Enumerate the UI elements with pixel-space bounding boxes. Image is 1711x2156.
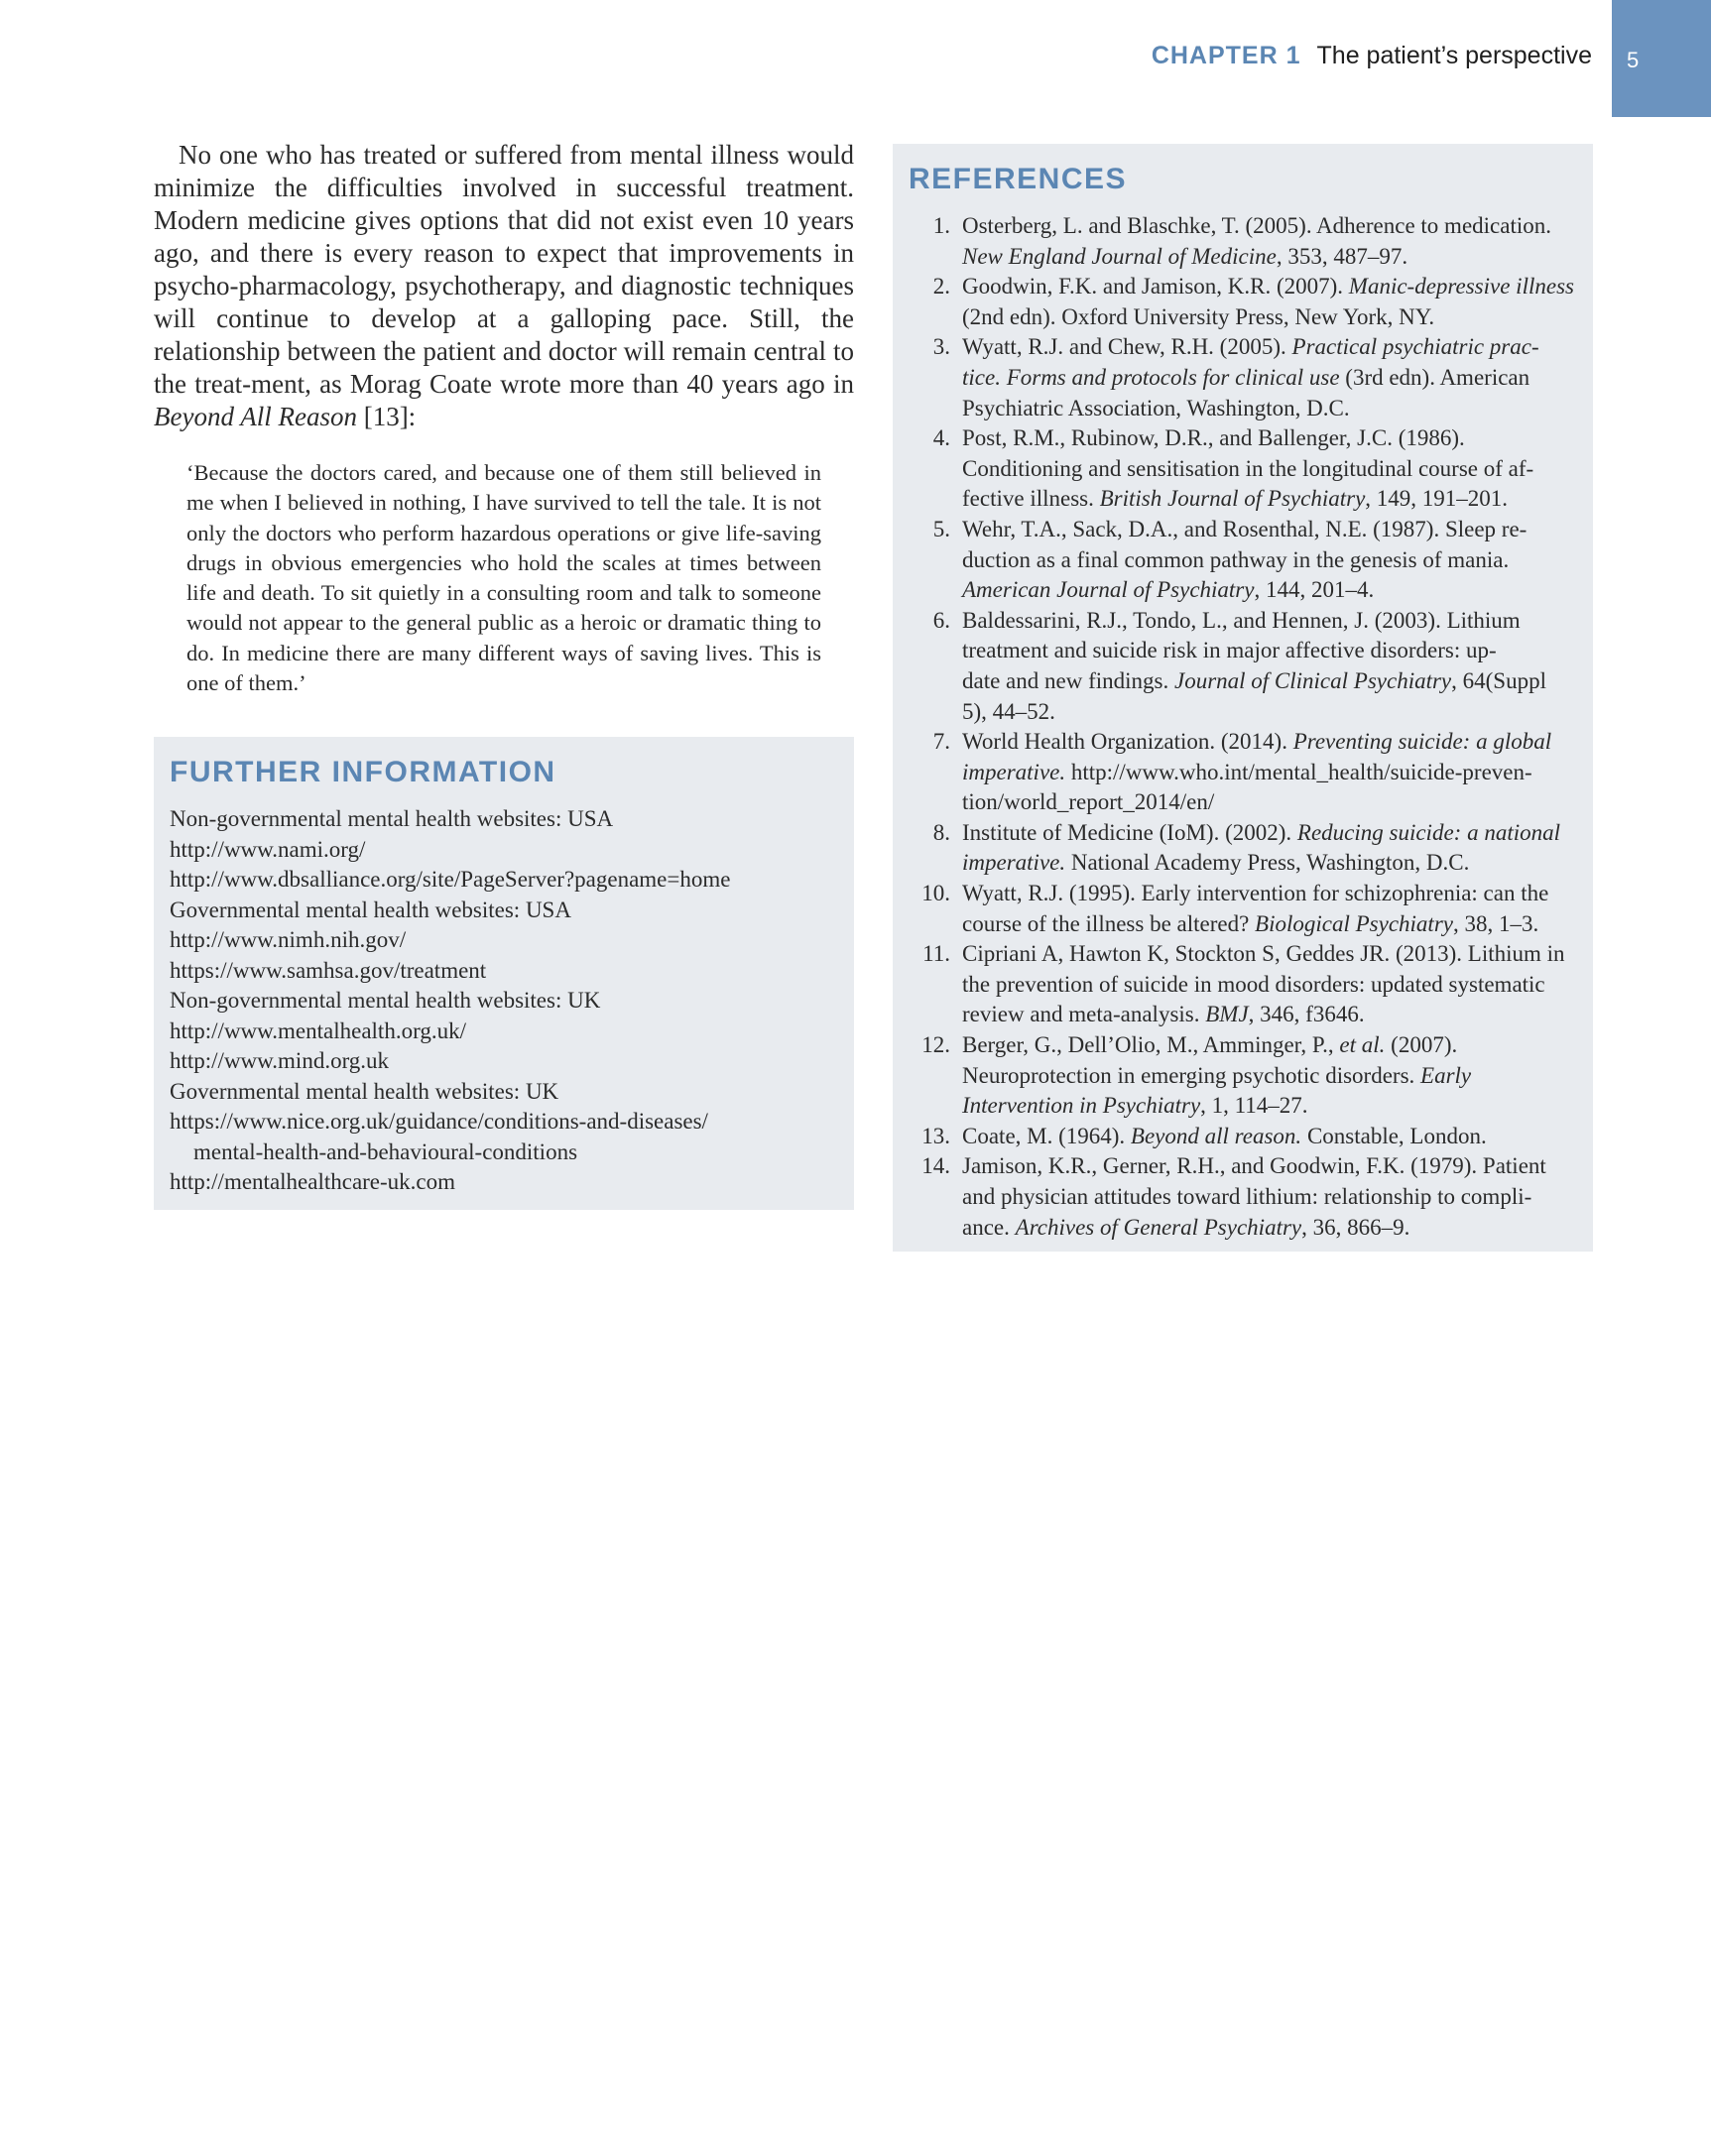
reference-item [909, 272, 1579, 332]
reference-item [909, 1030, 1579, 1122]
body-paragraph-text: No one who has treated or suffered from mental illness would minimize the difficulties involved in successful treatment. Modern medicine gives options that did not exist even 10 years ago, and there is every reason to expect that improvements in psycho-pharmacology, psychotherapy, and diagnostic techniques will continue to develop at a galloping pace. Still, the relationship between the patient and doctor will remain central to the treat-ment, as Morag Coate wrote more than 40 years ago in [154, 140, 854, 399]
reference-line: New England Journal of Medicine, 353, 487–97. [962, 243, 1408, 269]
reference-text [962, 332, 1579, 423]
reference-number: 8. [932, 819, 950, 845]
info-line: Governmental mental health websites: USA [170, 897, 571, 922]
reference-number: 7. [932, 729, 950, 755]
reference-text [962, 423, 1579, 515]
reference-number: 11. [922, 941, 950, 967]
reference-item [909, 423, 1579, 515]
reference-line: Intervention in Psychiatry, 1, 114–27. [962, 1093, 1308, 1119]
reference-line: fective illness. British Journal of Psychiatry, 149, 191–201. [962, 486, 1509, 512]
reference-line: tion/world_report_2014/en/ [962, 789, 1215, 815]
reference-text [962, 1122, 1579, 1152]
reference-line: Institute of Medicine (IoM). (2002). Reducing suicide: a national [962, 819, 1560, 845]
reference-text [962, 818, 1579, 879]
reference-number: 6. [932, 607, 950, 633]
reference-text [962, 606, 1579, 727]
info-link[interactable]: http://www.mind.org.uk [170, 1048, 390, 1073]
reference-line: course of the illness be altered? Biological Psychiatry, 38, 1–3. [962, 910, 1539, 936]
reference-item [909, 939, 1579, 1030]
reference-line: (2nd edn). Oxford University Press, New York, NY. [962, 303, 1435, 329]
info-link[interactable]: http://www.mentalhealth.org.uk/ [170, 1018, 466, 1043]
reference-text [962, 515, 1579, 606]
info-link[interactable]: https://www.nice.org.uk/guidance/conditions-and-diseases/ [170, 1109, 708, 1134]
chapter-label: CHAPTER 1 [1151, 42, 1301, 69]
block-quote: ‘Because the doctors cared, and because one of them still believed in me when I believed in nothing, I have survived to tell the tale. It is not only the doctors who perform hazardous operations or give life-saving drugs in obvious emergencies who hold the scales at times between life and death. To sit quietly in a consulting room and talk to someone would not appear to the general public as a heroic or dramatic thing to do. In medicine there are many different ways of saving lives. This is one of them.’ [186, 460, 821, 696]
running-head [1152, 42, 1592, 81]
reference-line: treatment and suicide risk in major affective disorders: up- [962, 638, 1497, 663]
reference-number: 2. [932, 274, 950, 299]
reference-line: ance. Archives of General Psychiatry, 36, 866–9. [962, 1214, 1410, 1240]
reference-item [909, 727, 1579, 818]
further-information-box [154, 737, 854, 1210]
reference-line: Goodwin, F.K. and Jamison, K.R. (2007). Manic-depressive illness [962, 274, 1574, 299]
reference-line: Neuroprotection in emerging psychotic disorders. Early [962, 1062, 1472, 1088]
reference-number: 10. [921, 881, 950, 906]
reference-item [909, 332, 1579, 423]
reference-line: Jamison, K.R., Gerner, R.H., and Goodwin, F.K. (1979). Patient [962, 1153, 1546, 1179]
reference-item [909, 515, 1579, 606]
reference-line: 5), 44–52. [962, 698, 1055, 724]
reference-line: World Health Organization. (2014). Preventing suicide: a global [962, 729, 1552, 755]
reference-text [962, 1030, 1579, 1122]
reference-number: 5. [932, 516, 950, 541]
further-information-list [170, 804, 838, 1198]
reference-item [909, 879, 1579, 939]
reference-line: Coate, M. (1964). Beyond all reason. Constable, London. [962, 1123, 1487, 1148]
page-number: 5 [1627, 48, 1640, 72]
reference-line: Cipriani A, Hawton K, Stockton S, Geddes JR. (2013). Lithium in [962, 941, 1565, 967]
reference-line: tice. Forms and protocols for clinical use (3rd edn). American [962, 364, 1530, 390]
reference-line: Berger, G., Dell’Olio, M., Amminger, P., et al. (2007). [962, 1032, 1458, 1058]
info-link[interactable]: http://www.nimh.nih.gov/ [170, 927, 407, 952]
reference-number: 3. [932, 334, 950, 360]
info-link[interactable]: https://www.samhsa.gov/treatment [170, 957, 487, 983]
reference-number: 1. [932, 213, 950, 238]
reference-item [909, 1151, 1579, 1243]
info-line: Governmental mental health websites: UK [170, 1078, 559, 1104]
reference-line: American Journal of Psychiatry, 144, 201–4. [962, 577, 1375, 603]
reference-line: date and new findings. Journal of Clinical Psychiatry, 64(Suppl [962, 667, 1546, 693]
info-link[interactable]: http://www.nami.org/ [170, 836, 366, 862]
reference-item [909, 1122, 1579, 1152]
reference-line: the prevention of suicide in mood disorders: updated systematic [962, 971, 1545, 997]
info-link-continuation[interactable]: mental-health-and-behavioural-conditions [193, 1138, 578, 1164]
citation-marker: [13]: [356, 402, 417, 431]
reference-line: Wyatt, R.J. (1995). Early intervention for schizophrenia: can the [962, 881, 1549, 906]
references-title: REFERENCES [909, 163, 1128, 195]
reference-number: 13. [921, 1123, 950, 1148]
reference-line: Post, R.M., Rubinow, D.R., and Ballenger, J.C. (1986). [962, 425, 1465, 451]
reference-line: imperative. National Academy Press, Washington, D.C. [962, 850, 1470, 876]
reference-text [962, 879, 1579, 939]
reference-text [962, 1151, 1579, 1243]
info-line: Non-governmental mental health websites: USA [170, 806, 614, 831]
reference-number: 4. [932, 425, 950, 451]
page-number-tab [1612, 0, 1711, 117]
reference-number: 14. [921, 1153, 950, 1179]
reference-item [909, 606, 1579, 727]
info-line: Non-governmental mental health websites: UK [170, 988, 601, 1013]
reference-line: imperative. http://www.who.int/mental_health/suicide-preven- [962, 759, 1532, 784]
reference-line: Wehr, T.A., Sack, D.A., and Rosenthal, N.E. (1987). Sleep re- [962, 516, 1528, 541]
reference-number: 12. [921, 1032, 950, 1058]
info-link[interactable]: http://www.dbsalliance.org/site/PageServer?pagename=home [170, 867, 731, 892]
reference-list [909, 211, 1579, 1243]
further-information-title: FURTHER INFORMATION [170, 756, 556, 788]
main-text-column [154, 139, 854, 698]
reference-text [962, 727, 1579, 818]
reference-line: Wyatt, R.J. and Chew, R.H. (2005). Practical psychiatric prac- [962, 334, 1539, 360]
reference-line: Osterberg, L. and Blaschke, T. (2005). Adherence to medication. [962, 213, 1551, 238]
references-box [893, 144, 1593, 1252]
reference-line: and physician attitudes toward lithium: relationship to compli- [962, 1184, 1532, 1209]
reference-line: Baldessarini, R.J., Tondo, L., and Hennen, J. (2003). Lithium [962, 607, 1521, 633]
reference-line: Conditioning and sensitisation in the longitudinal course of af- [962, 455, 1534, 481]
reference-item [909, 818, 1579, 879]
info-link[interactable]: http://mentalhealthcare-uk.com [170, 1169, 456, 1194]
reference-line: duction as a final common pathway in the genesis of mania. [962, 546, 1510, 572]
chapter-title: The patient’s perspective [1316, 42, 1592, 69]
reference-text [962, 939, 1579, 1030]
reference-item [909, 211, 1579, 272]
reference-text [962, 272, 1579, 332]
book-title: Beyond All Reason [154, 402, 357, 431]
reference-text [962, 211, 1579, 272]
body-paragraph [154, 139, 854, 433]
reference-line: review and meta-analysis. BMJ, 346, f3646. [962, 1002, 1365, 1027]
reference-line: Psychiatric Association, Washington, D.C. [962, 395, 1350, 420]
